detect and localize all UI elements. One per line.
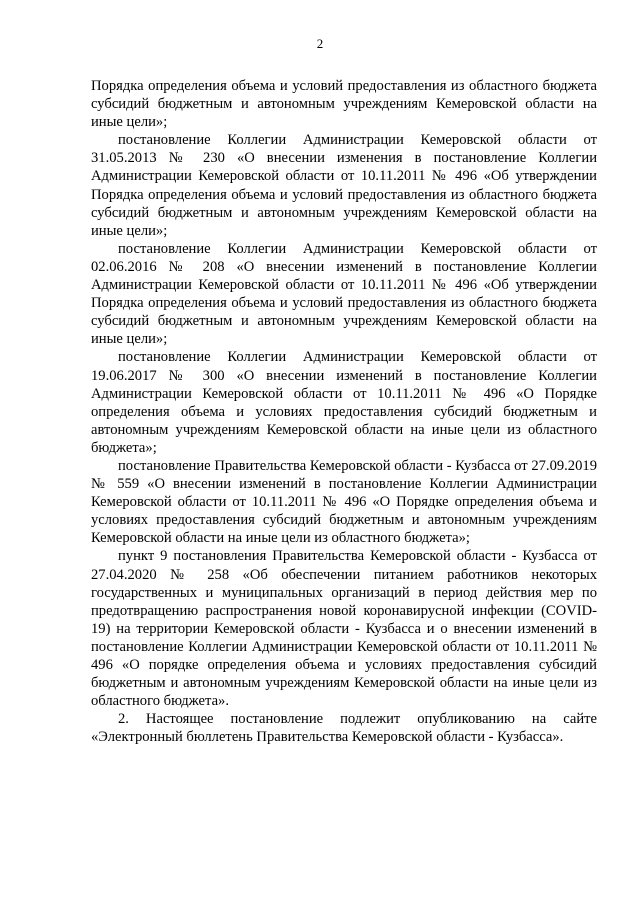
paragraph-publication: 2. Настоящее постановление подлежит опубликованию на сайте «Электронный бюллетень Правительства Кемеровской области - Кузбасса». (91, 711, 597, 746)
paragraph-resolution-2017: постановление Коллегии Администрации Кемеровской области от 19.06.2017 № 300 «О внесении изменений в постановление Коллегии Администрации Кемеровской области от 10.11.2011 № 496 «О Порядке определения объема и условиях предоставления субсидий бюджетным и автономным учреждениям Кемеровской области на иные цели из областного бюджета»; (91, 349, 597, 456)
paragraph-resolution-2019: постановление Правительства Кемеровской области - Кузбасса от 27.09.2019 № 559 «О внесении изменений в постановление Коллегии Администрации Кемеровской области от 10.11.2011 № 496 «О Порядке определения объема и условиях предоставления субсидий бюджетным и автономным учреждениям Кемеровской области на иные цели из областного бюджета»; (91, 457, 597, 547)
paragraph-continuation: Порядка определения объема и условий предоставления из областного бюджета субсидий бюджетным и автономным учреждениям Кемеровской области на иные цели»; (91, 78, 597, 131)
page-number: 2 (316, 36, 324, 51)
paragraph-resolution-2016: постановление Коллегии Администрации Кемеровской области от 02.06.2016 № 208 «О внесении изменений в постановление Коллегии Администрации Кемеровской области от 10.11.2011 № 496 «Об утверждении Порядка определения объема и условий предоставления из областного бюджета субсидий бюджетным и автономным учреждениям Кемеровской области на иные цели»; (91, 240, 597, 348)
paragraph-resolution-2013: постановление Коллегии Администрации Кемеровской области от 31.05.2013 № 230 «О внесении изменения в постановление Коллегии Администрации Кемеровской области от 10.11.2011 № 496 «Об утверждении Порядка определения объема и условий предоставления из областного бюджета субсидий бюджетным и автономным учреждениям Кемеровской области на иные цели»; (91, 132, 597, 239)
document-body (91, 77, 597, 746)
paragraph-clause-9-2020: пункт 9 постановления Правительства Кемеровской области - Кузбасса от 27.04.2020 № 258 «Об обеспечении питанием работников некоторых государственных и муниципальных организаций в период действия мер по предотвращению распространения новой коронавирусной инфекции (COVID-19) на территории Кемеровской области - Кузбасса и о внесении изменений в постановление Коллегии Администрации Кемеровской области от 10.11.2011 № 496 «О порядке определения объема и условиях предоставления субсидий бюджетным и автономным учреждениям Кемеровской области на иные цели из областного бюджета». (91, 548, 597, 710)
